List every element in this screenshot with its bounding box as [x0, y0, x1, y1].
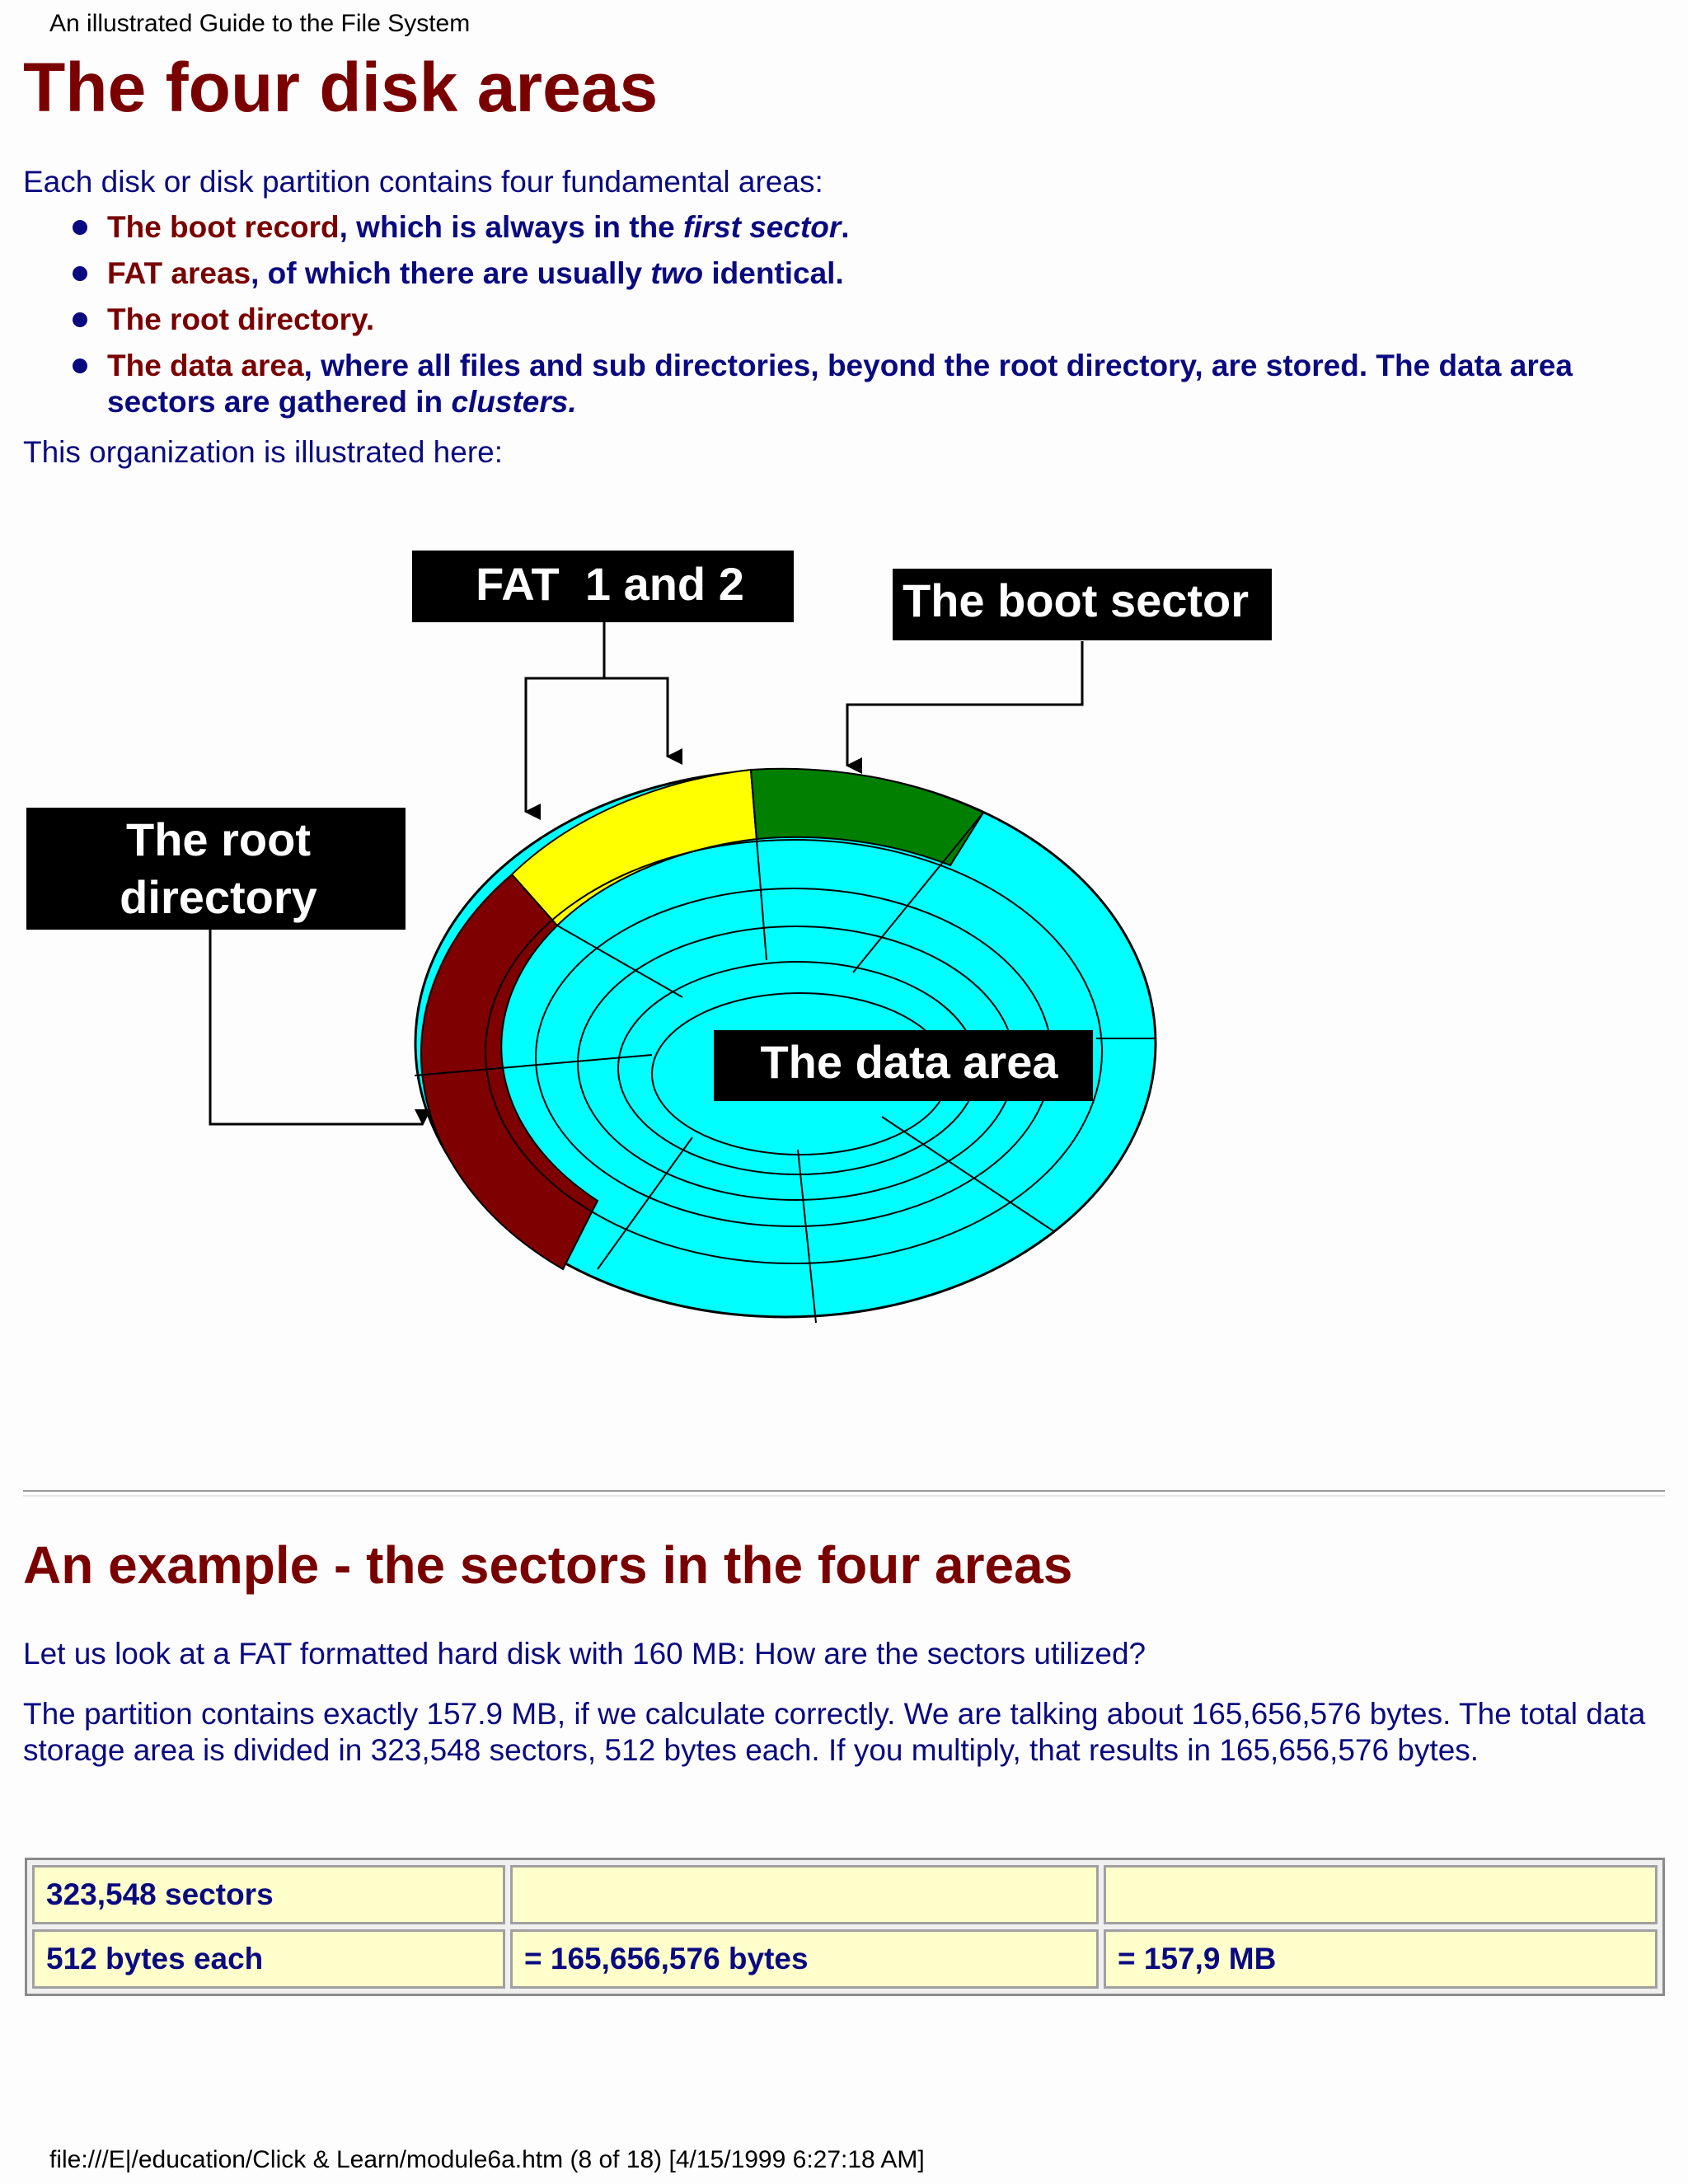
section-title: An example - the sectors in the four areas — [23, 1535, 1073, 1595]
list-item-data-area — [66, 348, 1632, 420]
table-cell: = 157,9 MB — [1104, 1929, 1658, 1989]
intro-text: Each disk or disk partition contains four fundamental areas: — [23, 165, 823, 199]
item-text: , of which there are usually — [251, 256, 651, 290]
running-header: An illustrated Guide to the File System — [49, 10, 471, 37]
item-emphasis: two — [650, 256, 704, 290]
item-text: identical. — [703, 256, 844, 290]
data-area-label: The data area — [760, 1036, 1058, 1088]
question-paragraph: Let us look at a FAT formatted hard disk with 160 MB: How are the sectors utilized? — [23, 1637, 1146, 1671]
term: FAT areas — [107, 256, 251, 290]
item-emphasis: first sector — [683, 210, 842, 244]
illustration-caption: This organization is illustrated here: — [23, 435, 504, 469]
table-cell: 512 bytes each — [32, 1929, 505, 1989]
fat-label: FAT 1 and 2 — [476, 558, 744, 610]
explanation-paragraph: The partition contains exactly 157.9 MB, if we calculate correctly. We are talking about 165,656,576 bytes. The total data storage area is divided in 323,548 sectors, 512 bytes each. If you multiply, that results in 165,656,576 bytes. — [23, 1697, 1646, 1767]
list-item-root-directory — [66, 302, 1632, 338]
page-title: The four disk areas — [23, 49, 659, 126]
bullet-icon — [73, 266, 87, 281]
disk-diagram — [0, 527, 1688, 1352]
table-cell: 323,548 sectors — [32, 1865, 505, 1924]
disk-areas-list — [66, 209, 1632, 430]
item-text: , which is always in the — [339, 210, 684, 244]
sectors-table — [25, 1858, 1665, 1996]
table-cell — [1104, 1865, 1658, 1924]
table-row — [32, 1929, 1658, 1989]
boot-label: The boot sector — [903, 574, 1250, 626]
divider — [23, 1490, 1665, 1497]
bullet-icon — [73, 220, 87, 235]
item-emphasis: clusters. — [451, 385, 577, 419]
table-row — [32, 1865, 1658, 1924]
item-text: , where all files and sub directories, beyond the root directory, are stored. The data area sectors are gathered in — [107, 349, 1573, 419]
term: The boot record — [107, 210, 340, 244]
page-footer: file:///E|/education/Click & Learn/module6a.htm (8 of 18) [4/15/1999 6:27:18 AM] — [49, 2146, 925, 2173]
list-item-fat-areas — [66, 255, 1632, 292]
list-item-boot-record — [66, 209, 1632, 246]
bullet-icon — [73, 312, 87, 327]
item-text: . — [841, 210, 850, 244]
bullet-icon — [73, 359, 87, 373]
term: The root directory. — [107, 302, 375, 336]
table-cell: = 165,656,576 bytes — [510, 1929, 1099, 1989]
term: The data area — [107, 349, 304, 382]
root-label-line-1: The root — [126, 813, 311, 865]
table-cell — [510, 1865, 1099, 1924]
root-label-line-2: directory — [120, 871, 317, 923]
